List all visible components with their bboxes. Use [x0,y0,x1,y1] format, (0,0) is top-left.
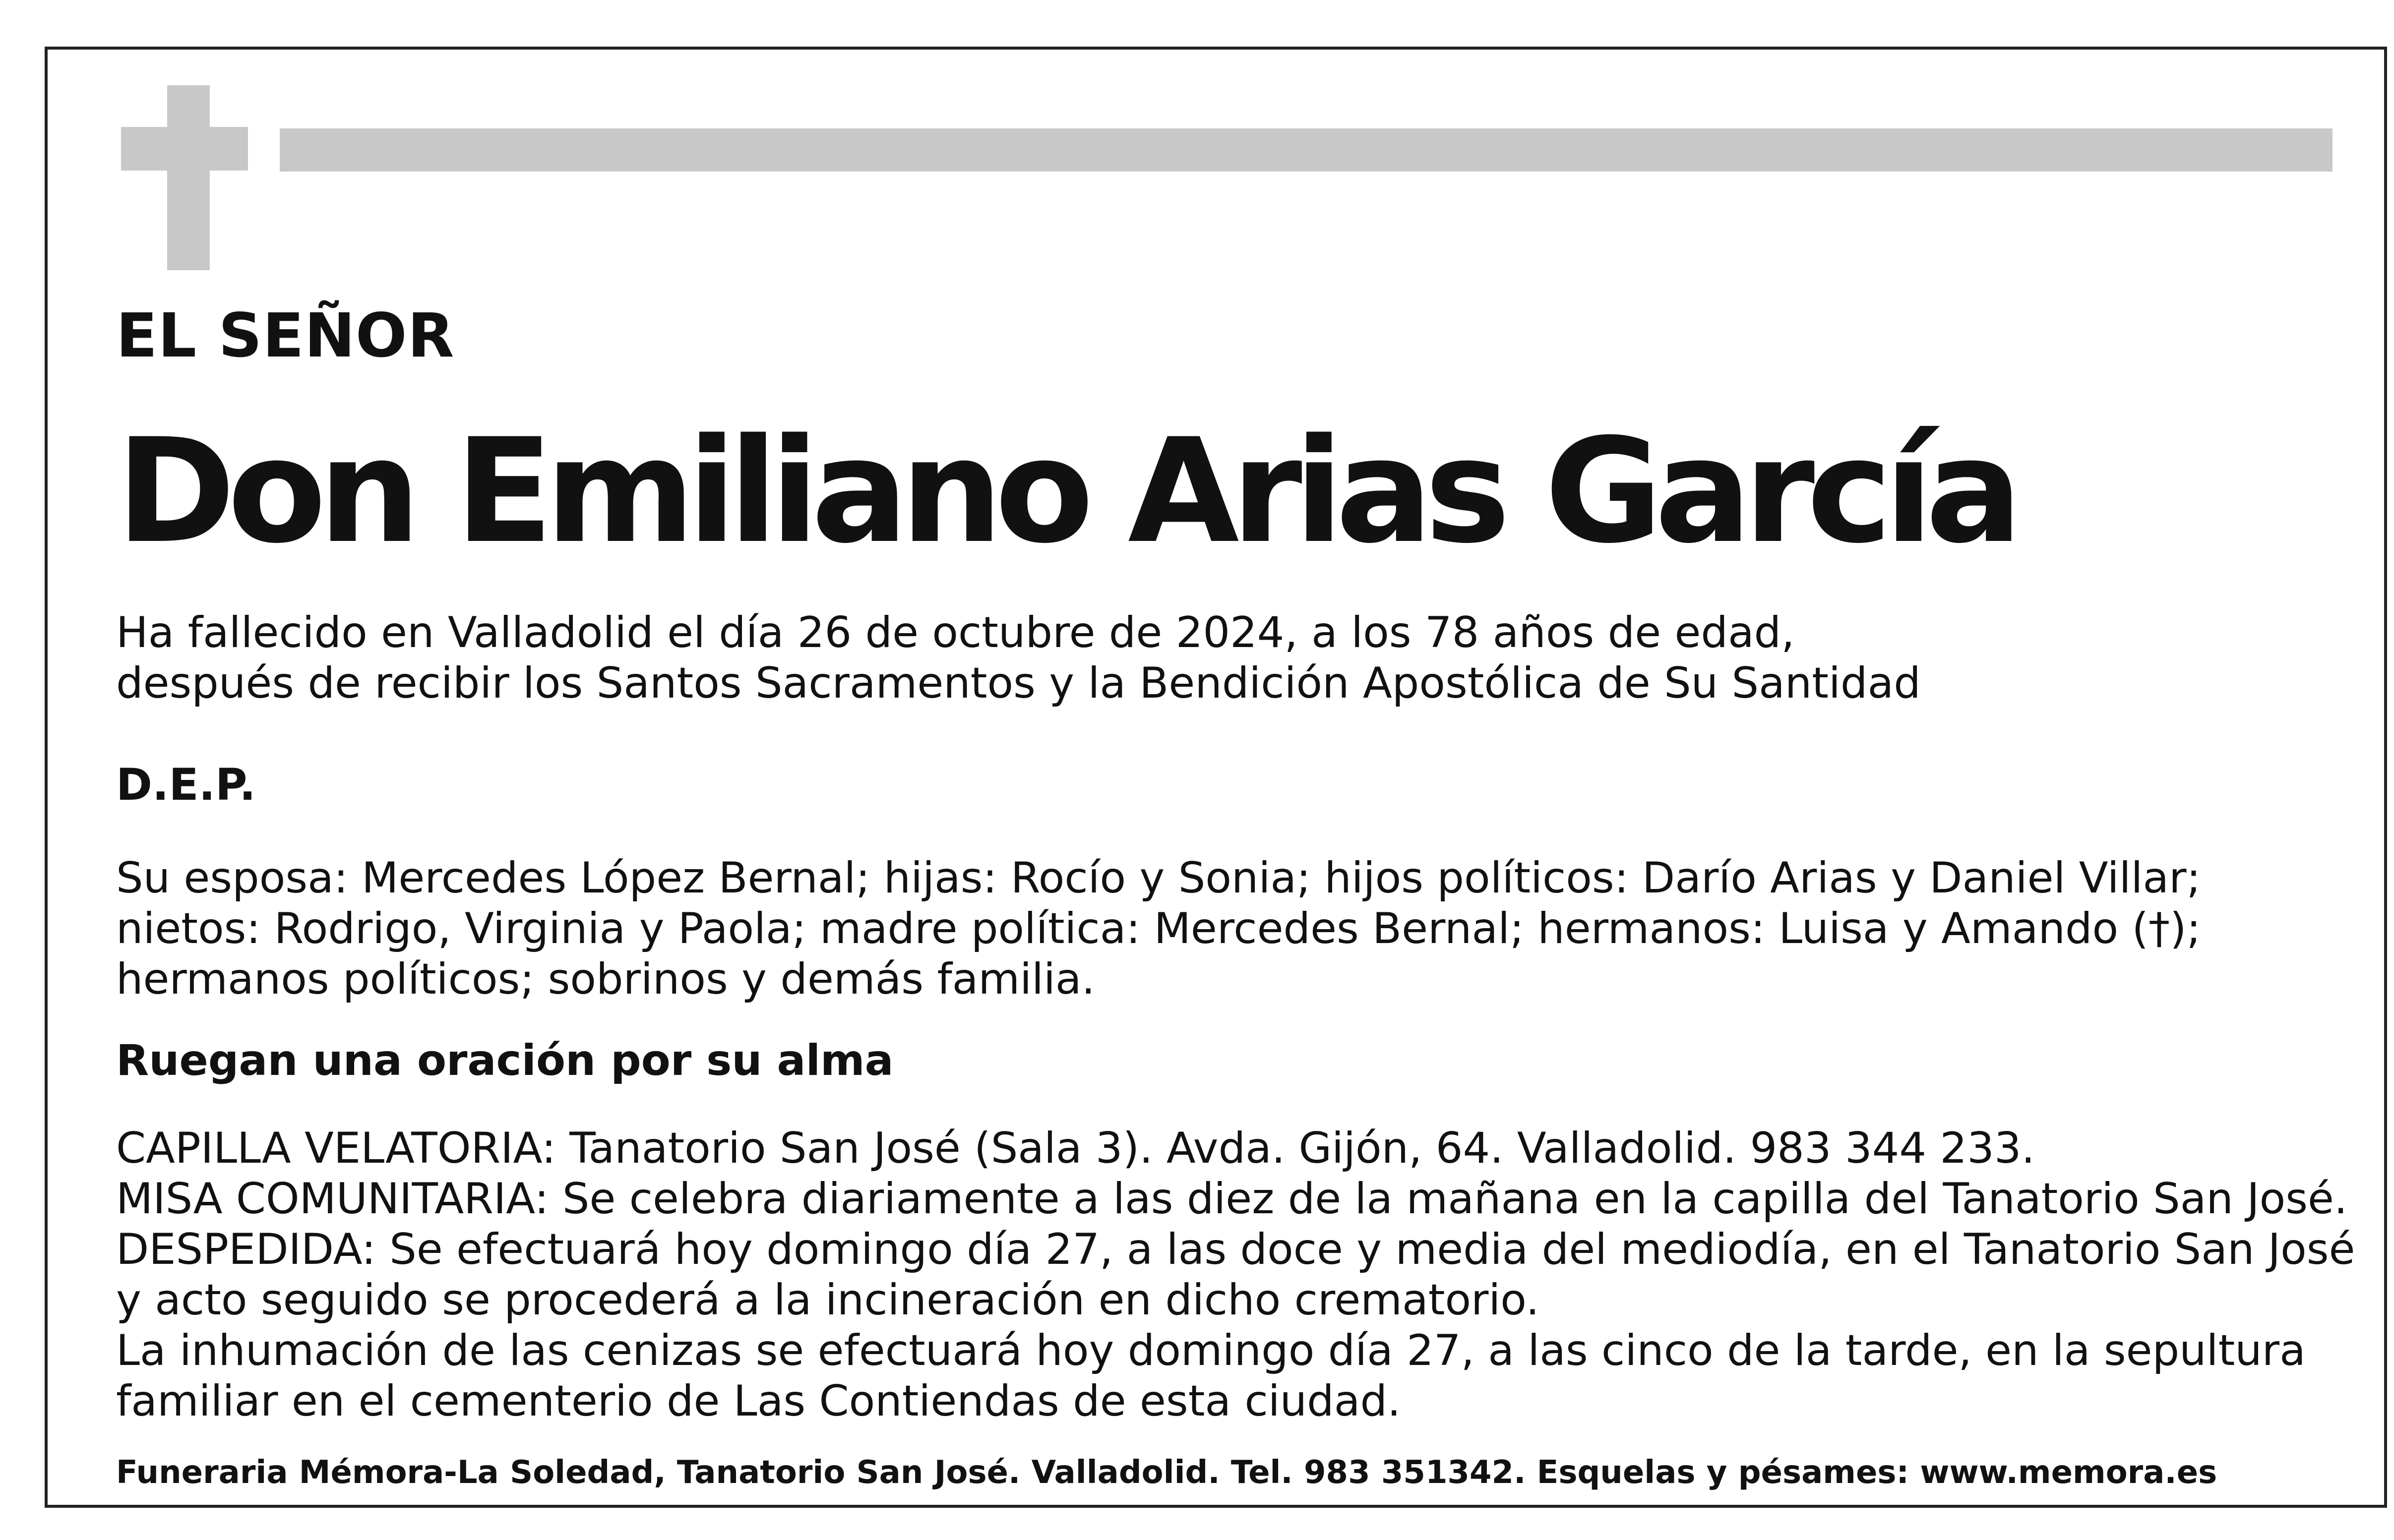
announcement-line: después de recibir los Santos Sacramentos y la Bendición Apostólica de Su Santidad [116,658,1921,708]
prayer-request: Ruegan una oración por su alma [116,1036,894,1085]
family-members [116,853,2201,1005]
cross-horizontal-bar [121,127,248,171]
family-line: hermanos políticos; sobrinos y demás familia. [116,954,1095,1004]
death-announcement [116,607,1921,709]
service-details [116,1123,2355,1426]
announcement-line: Ha fallecido en Valladolid el día 26 de octubre de 2024, a los 78 años de edad, [116,608,1795,657]
service-line: DESPEDIDA: Se efectuará hoy domingo día 27, a las doce y media del mediodía, en el Tanatorio San José [116,1225,2355,1274]
service-line: familiar en el cementerio de Las Contiendas de esta ciudad. [116,1376,1401,1426]
service-line: CAPILLA VELATORIA: Tanatorio San José (Sala 3). Avda. Gijón, 64. Valladolid. 983 344 233. [116,1124,2035,1173]
deceased-name: Don Emiliano Arias García [116,408,2015,575]
top-decorative-rule [280,128,2333,172]
service-line: y acto seguido se procederá a la incineración en dicho crematorio. [116,1275,1539,1325]
cross-vertical-bar [167,85,210,270]
family-line: Su esposa: Mercedes López Bernal; hijas: Rocío y Sonia; hijos políticos: Darío Arias y Daniel Villar; [116,853,2201,903]
service-line: La inhumación de las cenizas se efectuará hoy domingo día 27, a las cinco de la tarde, en la sepultura [116,1326,2306,1375]
honorific-label: EL SEÑOR [116,300,455,371]
service-line: MISA COMUNITARIA: Se celebra diariamente a las diez de la mañana en la capilla del Tanatorio San José. [116,1174,2348,1224]
funeral-home-footer: Funeraria Mémora-La Soledad, Tanatorio San José. Valladolid. Tel. 983 351342. Esquelas y pésames: www.memora.es [116,1454,2217,1491]
family-line: nietos: Rodrigo, Virginia y Paola; madre política: Mercedes Bernal; hermanos: Luisa y Amando (†); [116,904,2201,953]
rest-in-peace: D.E.P. [116,759,256,810]
